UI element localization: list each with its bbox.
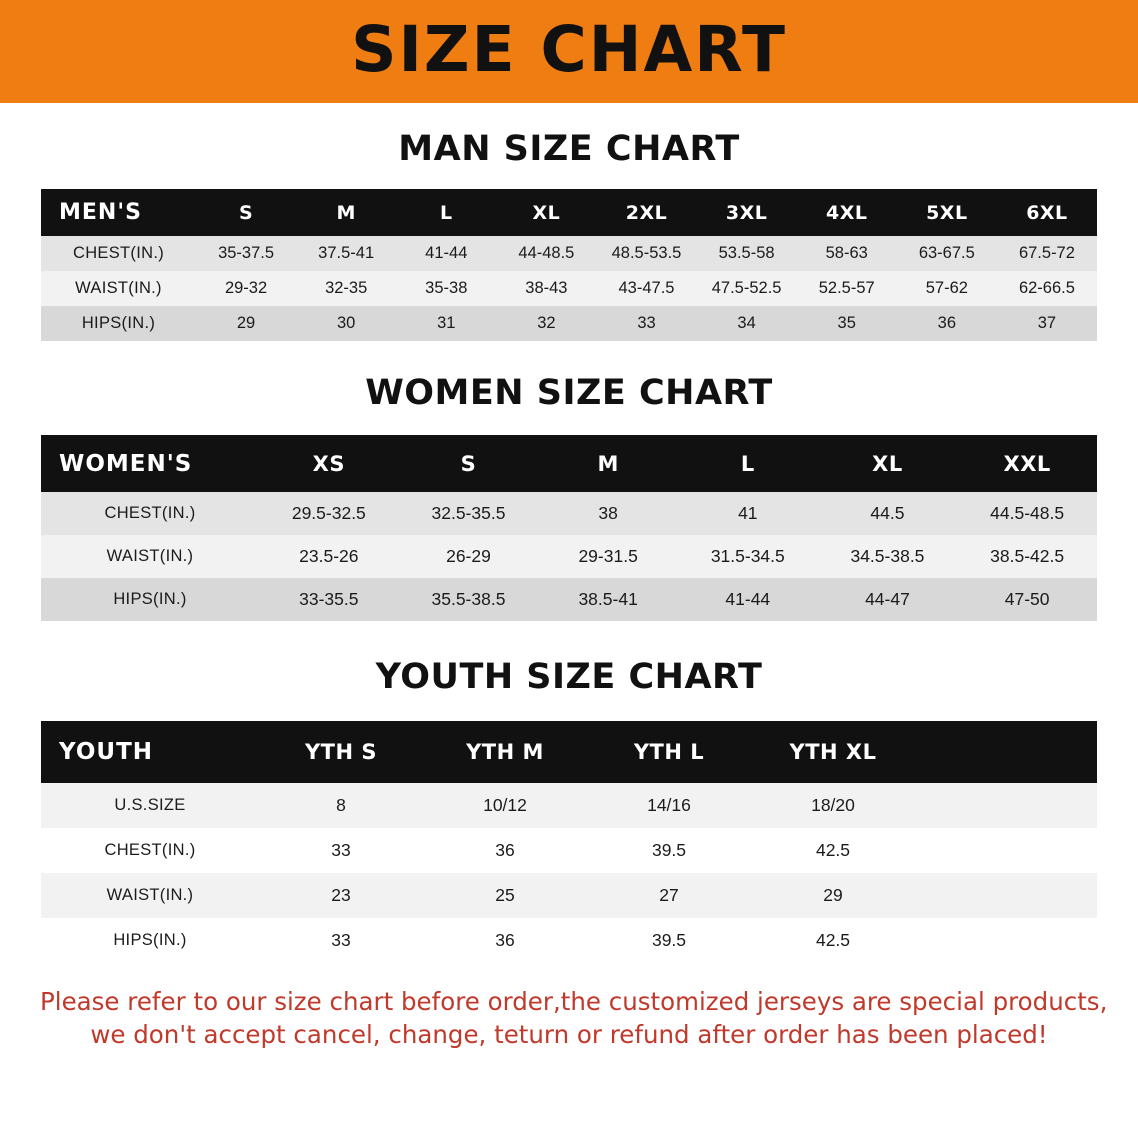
man-header-size: 2XL [625,201,668,224]
man-section-title: MAN SIZE CHART [398,129,740,169]
youth-header-size: YTH L [633,740,705,764]
cell: 37.5-41 [318,244,375,262]
table-row [41,236,1097,271]
cell: 41-44 [425,244,468,262]
cell: 23 [331,885,351,905]
cell: 29-32 [224,279,268,297]
cell: 33 [331,840,351,860]
cell: 23.5-26 [299,546,359,566]
cell: 10/12 [483,795,527,815]
cell: 36 [937,314,956,332]
cell: 27 [659,885,679,905]
youth-header-size: YTH S [304,740,378,764]
cell: 39.5 [651,840,687,860]
disclaimer-line-1: Please refer to our size chart before order,the customized jerseys are special products, [40,987,1108,1016]
table-row [41,578,1097,621]
cell: 35-38 [425,279,468,297]
table-row [41,306,1097,341]
table-row [41,918,1097,963]
man-header-size: 5XL [926,201,968,224]
cell: 33 [331,930,351,950]
women-header-size: L [740,451,755,476]
cell: 47.5-52.5 [711,279,782,297]
cell: 38.5-42.5 [990,546,1065,566]
cell: 58-63 [825,244,868,262]
cell: 14/16 [647,795,691,815]
man-table-wrapper [41,189,1097,341]
cell: 33 [637,314,656,332]
cell: 31 [437,314,456,332]
youth-header-label: YOUTH [59,739,154,765]
row-label: U.S.SIZE [114,796,186,814]
cell: 31.5-34.5 [710,546,785,566]
cell: 44-48.5 [518,244,575,262]
row-label: HIPS(IN.) [113,931,187,949]
table-row [41,873,1097,918]
youth-header-size: YTH XL [789,740,877,764]
cell: 37 [1037,314,1057,332]
cell: 43-47.5 [618,279,675,297]
cell: 38 [598,503,618,523]
youth-size-table [41,721,1097,963]
cell: 34 [737,314,756,332]
row-label: WAIST(IN.) [106,547,194,565]
man-header-size: M [336,201,356,224]
man-header-size: 6XL [1026,201,1068,224]
man-size-table [41,189,1097,341]
row-label: CHEST(IN.) [104,841,196,859]
cell: 44.5 [870,503,905,523]
youth-header-row [41,721,1097,783]
cell: 29 [236,314,256,332]
page-title: SIZE CHART [351,13,787,86]
cell: 44-47 [865,589,910,609]
table-row [41,535,1097,578]
cell: 32-35 [325,279,368,297]
youth-header-spacer [915,721,1097,783]
cell: 52.5-57 [818,279,875,297]
women-header-size: XS [312,451,345,476]
cell: 38.5-41 [578,589,638,609]
man-header-row [41,189,1097,236]
women-header-size: M [597,451,619,476]
cell: 35-37.5 [218,244,275,262]
man-header-size: XL [532,201,561,224]
man-header-size: 4XL [825,201,868,224]
row-label: WAIST(IN.) [75,279,162,297]
women-header-size: S [460,451,477,476]
cell: 29.5-32.5 [291,503,366,523]
cell: 48.5-53.5 [611,244,682,262]
women-header-size: XL [872,451,903,476]
cell: 8 [336,795,346,815]
cell: 32 [537,314,556,332]
disclaimer-note [40,985,1108,1051]
table-row [41,271,1097,306]
cell: 18/20 [811,795,855,815]
women-table-wrapper [41,435,1097,621]
women-section-title: WOMEN SIZE CHART [365,373,773,413]
cell: 42.5 [815,930,851,950]
cell: 33-35.5 [299,589,359,609]
cell: 35.5-38.5 [431,589,506,609]
cell-spacer [915,828,1097,873]
disclaimer-line-2: we don't accept cancel, change, teturn or refund after order has been placed! [90,1020,1048,1050]
youth-header-size: YTH M [466,740,544,764]
cell: 36 [495,840,515,860]
man-header-size: L [439,201,453,224]
cell: 30 [336,314,356,332]
cell: 47-50 [1004,589,1050,609]
cell: 63-67.5 [918,244,975,262]
cell: 41 [738,503,758,523]
cell: 44.5-48.5 [990,503,1065,523]
man-header-size: 3XL [725,201,768,224]
cell: 35 [837,314,856,332]
cell: 39.5 [651,930,687,950]
cell: 32.5-35.5 [431,503,506,523]
cell-spacer [915,783,1097,828]
cell-spacer [915,873,1097,918]
man-header-size: S [238,201,254,224]
row-label: WAIST(IN.) [106,886,194,904]
cell: 42.5 [815,840,851,860]
cell: 53.5-58 [718,244,775,262]
row-label: HIPS(IN.) [81,314,156,332]
cell: 62-66.5 [1018,279,1075,297]
cell: 26-29 [446,546,491,566]
cell: 29-31.5 [578,546,638,566]
cell: 41-44 [725,589,771,609]
cell: 25 [495,885,515,905]
row-label: HIPS(IN.) [113,590,187,608]
women-header-row [41,435,1097,492]
women-header-label: WOMEN'S [59,450,193,477]
youth-table-wrapper [41,721,1097,963]
cell: 36 [495,930,515,950]
women-header-size: XXL [1003,451,1051,476]
cell: 34.5-38.5 [850,546,925,566]
banner [0,0,1138,103]
cell: 57-62 [925,279,968,297]
man-header-label: MEN'S [59,200,142,225]
table-row [41,783,1097,828]
row-label: CHEST(IN.) [104,504,196,522]
cell: 29 [823,885,843,905]
table-row [41,492,1097,535]
cell: 67.5-72 [1018,244,1075,262]
cell-spacer [915,918,1097,963]
table-row [41,828,1097,873]
cell: 38-43 [525,279,568,297]
youth-section-title: YOUTH SIZE CHART [375,657,763,697]
row-label: CHEST(IN.) [73,244,164,262]
women-size-table [41,435,1097,621]
